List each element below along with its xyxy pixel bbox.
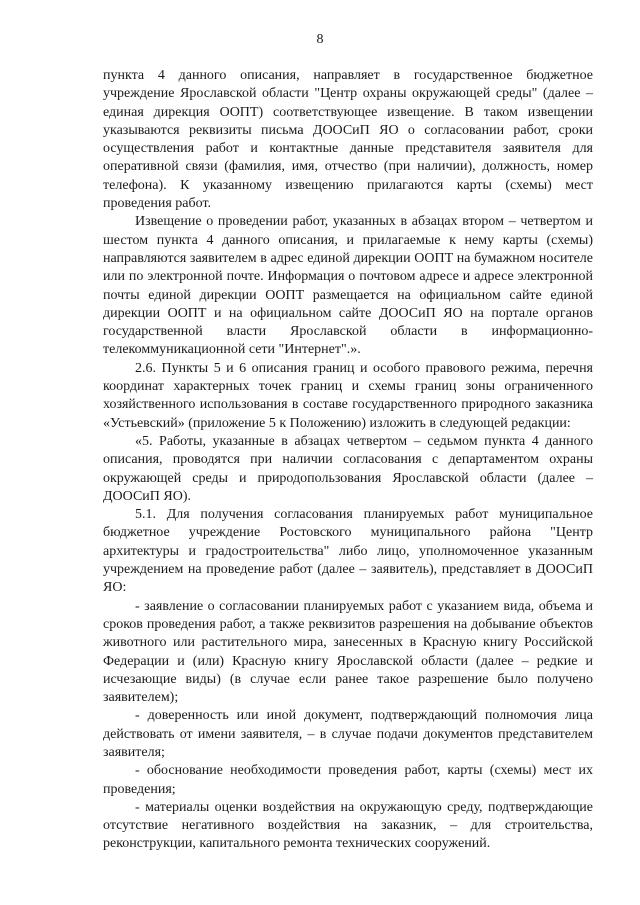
- paragraph-clause-2-6: 2.6. Пункты 5 и 6 описания границ и особого правового режима, перечня координат характерных точек границ и схемы границ зоны ограниченного хозяйственного использования в составе государственного природного заказника «Устьевский» (приложение 5 к Положению) изложить в следующей редакции:: [103, 360, 593, 431]
- paragraph-point-5-1: 5.1. Для получения согласования планируемых работ муниципальное бюджетное учреждение Ростовского муниципального района "Центр архитектуры и градостроительства" либо лицо, уполномоченное указанным учреждением на проведение работ (далее – заявитель), представляет в ДООСиП ЯО:: [103, 507, 593, 596]
- paragraph-point-5: «5. Работы, указанные в абзацах четвертом – седьмом пункта 4 данного описания, проводятся при наличии согласования с департаментом охраны окружающей среды и природопользования Ярославской области (далее – ДООСиП ЯО).: [103, 433, 593, 504]
- list-item-impact-assessment: - материалы оценки воздействия на окружающую среду, подтверждающие отсутствие негативного воздействия на заказник, – для строительства, реконструкции, капитального ремонта технических сооружений.: [103, 799, 593, 852]
- page-number: 8: [316, 32, 324, 47]
- list-item-power-of-attorney: - доверенность или иной документ, подтверждающий полномочия лица действовать от имени заявителя, – в случае подачи документов представителем заявителя;: [103, 708, 593, 760]
- list-item-application: - заявление о согласовании планируемых работ с указанием вида, объема и сроков проведения работ, а также реквизитов разрешения на добывание объектов животного или растительного мира, занесенных в Красную книгу Российской Федерации и (или) Красную книгу Ярославской области (далее – редкие и исчезающие виды) (в случае если ранее такое разрешение было получено заявителем);: [103, 598, 593, 706]
- paragraph-notice-continuation: пункта 4 данного описания, направляет в государственное бюджетное учреждение Ярославской области "Центр охраны окружающей среды" (далее – единая дирекция ООПТ) соответствующее извещение. В таком извещении указываются реквизиты письма ДООСиП ЯО о согласовании работ, сроки осуществления работ и контактные данные представителя заявителя для оперативной связи (фамилия, имя, отчество (при наличии), должность, номер телефона). К указанному извещению прилагаются карты (схемы) мест проведения работ.: [103, 68, 593, 212]
- list-item-justification: - обоснование необходимости проведения работ, карты (схемы) мест их проведения;: [103, 763, 593, 797]
- paragraph-notice-delivery: Извещение о проведении работ, указанных в абзацах втором – четвертом и шестом пункта 4 данного описания, и прилагаемые к нему карты (схемы) направляются заявителем в адрес единой дирекции ООПТ на бумажном носителе или по электронной почте. Информация о почтовом адресе и адресе электронной почты единой дирекции ООПТ размещается на официальном сайте единой дирекции ООПТ и на официальном сайте ДООСиП ЯО на портале органов государственной власти Ярославской области в информационно-телекоммуникационной сети "Интернет".».: [103, 214, 593, 358]
- document-body: [103, 67, 593, 854]
